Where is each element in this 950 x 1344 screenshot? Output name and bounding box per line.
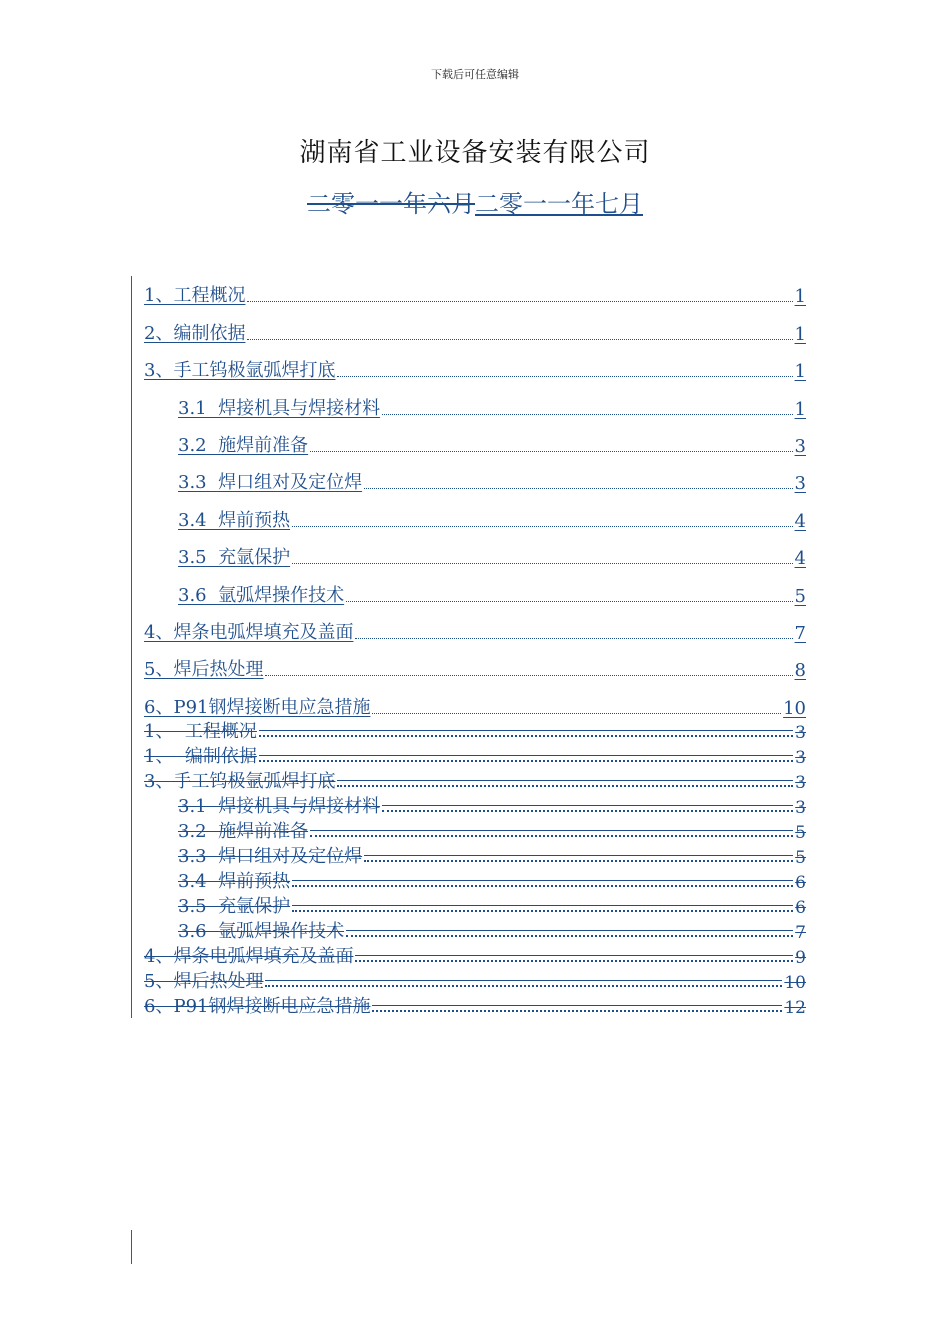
dot-leader: [364, 859, 793, 862]
toc-entry[interactable]: [144, 382, 806, 419]
dot-leader: [265, 674, 792, 676]
dot-leader: [310, 834, 793, 837]
toc-entry[interactable]: [144, 420, 806, 457]
dot-leader: [292, 884, 793, 887]
toc-entry-label: 2、编制依据: [144, 322, 246, 344]
toc-entry-label: 3.5 充氩保护: [178, 896, 291, 917]
deleted-toc-entry[interactable]: [144, 718, 806, 743]
table-of-contents: [144, 270, 806, 719]
toc-entry-label: 1、 编制依据: [144, 746, 257, 767]
deleted-table-of-contents: [144, 718, 806, 1018]
toc-entry[interactable]: [144, 681, 806, 718]
toc-entry-label: 3.4 焊前预热: [178, 509, 291, 531]
toc-entry[interactable]: [144, 457, 806, 494]
toc-entry[interactable]: [144, 345, 806, 382]
toc-entry-label: 6、P91钢焊接断电应急措施: [144, 996, 371, 1017]
dot-leader: [337, 784, 793, 787]
toc-entry[interactable]: [144, 532, 806, 569]
toc-entry-label: 3、手工钨极氩弧焊打底: [144, 360, 336, 382]
toc-entry-page: 1: [794, 361, 806, 383]
toc-entry-label: 4、焊条电弧焊填充及盖面: [144, 621, 354, 643]
toc-entry-page: 4: [794, 510, 806, 532]
toc-entry-page: 8: [794, 660, 806, 682]
toc-entry-label: 3、手工钨极氩弧焊打底: [144, 771, 336, 792]
dot-leader: [355, 637, 792, 639]
toc-entry-page: 5: [795, 823, 806, 843]
toc-entry-label: 3.5 充氩保护: [178, 547, 291, 569]
toc-entry-label: 3.1 焊接机具与焊接材料: [178, 397, 381, 419]
header-note: 下载后可任意编辑: [431, 68, 519, 81]
deleted-toc-entry[interactable]: [144, 968, 806, 993]
dot-leader: [310, 450, 792, 452]
deleted-date: 二零一一年六月: [307, 190, 475, 218]
dot-leader: [372, 712, 781, 714]
toc-entry-page: 3: [795, 798, 806, 818]
deleted-toc-entry[interactable]: [144, 993, 806, 1018]
toc-entry-label: 3.2 施焊前准备: [178, 434, 309, 456]
toc-entry-page: 1: [794, 323, 806, 345]
toc-entry-page: 6: [795, 898, 806, 918]
dot-leader: [337, 375, 792, 377]
toc-entry-label: 3.3 焊口组对及定位焊: [178, 472, 363, 494]
deleted-toc-entry[interactable]: [144, 868, 806, 893]
toc-entry[interactable]: [144, 607, 806, 644]
dot-leader: [247, 338, 792, 340]
toc-entry[interactable]: [144, 307, 806, 344]
toc-entry-label: 3.4 焊前预热: [178, 871, 291, 892]
change-bar: [131, 1230, 132, 1264]
inserted-date: 二零一一年七月: [475, 190, 643, 218]
dot-leader: [372, 1009, 782, 1012]
toc-entry[interactable]: [144, 270, 806, 307]
toc-entry-page: 6: [795, 873, 806, 893]
toc-entry-label: 3.6 氩弧焊操作技术: [178, 584, 345, 606]
toc-entry-page: 7: [795, 923, 806, 943]
toc-entry-page: 3: [795, 773, 806, 793]
dot-leader: [364, 487, 792, 489]
toc-entry-label: 4、焊条电弧焊填充及盖面: [144, 946, 354, 967]
toc-entry-page: 12: [784, 998, 806, 1018]
toc-entry-page: 1: [794, 286, 806, 308]
toc-entry-label: 3.6 氩弧焊操作技术: [178, 921, 345, 942]
toc-entry-label: 3.3 焊口组对及定位焊: [178, 846, 363, 867]
toc-entry-label: 5、焊后热处理: [144, 971, 264, 992]
dot-leader: [382, 809, 793, 812]
dot-leader: [346, 600, 792, 602]
toc-entry-label: 6、P91钢焊接断电应急措施: [144, 696, 371, 718]
toc-entry-label: 1、 工程概况: [144, 721, 257, 742]
dot-leader: [259, 759, 793, 762]
toc-entry-page: 3: [795, 748, 806, 768]
toc-entry[interactable]: [144, 494, 806, 531]
deleted-toc-entry[interactable]: [144, 843, 806, 868]
dot-leader: [265, 984, 782, 987]
toc-entry-page: 5: [794, 585, 806, 607]
toc-entry-page: 7: [794, 622, 806, 644]
toc-entry-page: 3: [795, 723, 806, 743]
dot-leader: [247, 300, 792, 302]
toc-entry-page: 1: [794, 398, 806, 420]
company-title: 湖南省工业设备安装有限公司: [299, 138, 651, 168]
dot-leader: [292, 562, 792, 564]
revision-date-line: [0, 184, 950, 219]
toc-entry-page: 10: [783, 697, 806, 719]
toc-entry-page: 4: [794, 548, 806, 570]
toc-entry[interactable]: [144, 569, 806, 606]
deleted-toc-entry[interactable]: [144, 818, 806, 843]
dot-leader: [355, 959, 793, 962]
toc-entry-label: 5、焊后热处理: [144, 659, 264, 681]
dot-leader: [259, 734, 793, 737]
toc-entry-page: 3: [794, 473, 806, 495]
deleted-toc-entry[interactable]: [144, 943, 806, 968]
deleted-toc-entry[interactable]: [144, 893, 806, 918]
toc-entry-page: 3: [794, 435, 806, 457]
dot-leader: [346, 934, 793, 937]
toc-entry-page: 9: [795, 948, 806, 968]
dot-leader: [292, 909, 793, 912]
toc-entry-label: 3.1 焊接机具与焊接材料: [178, 796, 381, 817]
toc-entry-label: 1、工程概况: [144, 285, 246, 307]
toc-entry[interactable]: [144, 644, 806, 681]
toc-entry-page: 10: [784, 973, 806, 993]
deleted-toc-entry[interactable]: [144, 918, 806, 943]
toc-entry-page: 5: [795, 848, 806, 868]
deleted-toc-entry[interactable]: [144, 743, 806, 768]
toc-entry-label: 3.2 施焊前准备: [178, 821, 309, 842]
change-bar: [131, 276, 132, 1018]
deleted-toc-entry[interactable]: [144, 768, 806, 793]
dot-leader: [382, 413, 792, 415]
dot-leader: [292, 525, 792, 527]
deleted-toc-entry[interactable]: [144, 793, 806, 818]
